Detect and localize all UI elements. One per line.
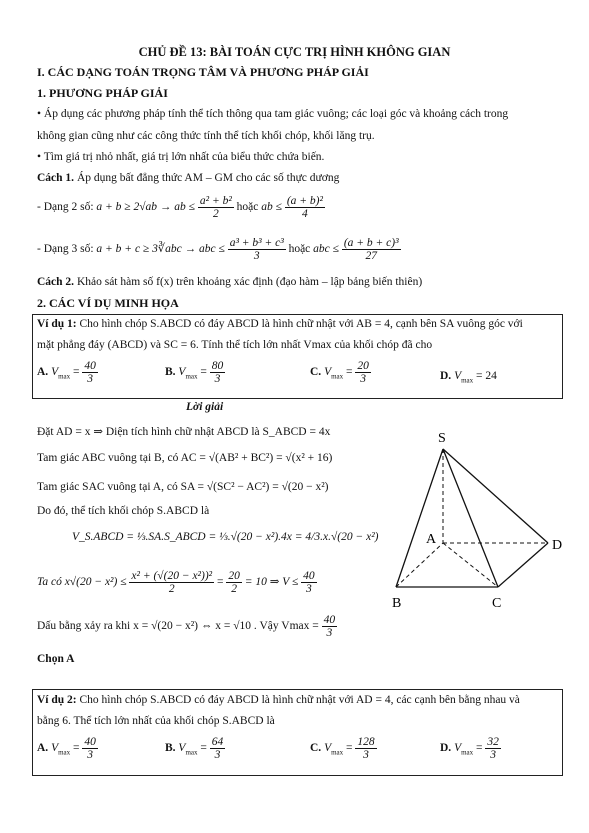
- subsection-heading: 1. PHƯƠNG PHÁP GIẢI: [37, 86, 168, 100]
- answer-a: A. $V_{max}$ = $\frac{40}{3}$: [37, 736, 96, 762]
- answer-d: D. $V_{max} = 24$: [440, 370, 497, 385]
- example-1-text: Ví dụ 1: Cho hình chóp S.ABCD có đáy ABCD là hình chữ nhật với AB = 4, cạnh bên SA vuông góc với: [37, 318, 523, 330]
- answer-b: B. $V_{max}$ = $\frac{64}{3}$: [165, 736, 224, 762]
- solution-formula: V_S.ABCD = ⅓.SA.S_ABCD = ⅓.√(20 − x²).4x = 4/3.x.√(20 − x²): [72, 531, 379, 543]
- label-c: C: [492, 596, 502, 611]
- am-gm-2: - Dạng 2 số: a + b ≥ 2√ab → ab ≤ $\frac{\text{a² + b²}}{2}$ hoặc ab ≤ $\frac{\text{(a + b)²}}{4}$: [37, 195, 323, 221]
- label-d: D: [552, 538, 563, 553]
- bullet-text: • Tìm giá trị nhỏ nhất, giá trị lớn nhất của biểu thức chứa biến.: [37, 151, 325, 163]
- example-2-text: Ví dụ 2: Cho hình chóp S.ABCD có đáy ABCD là hình chữ nhật với AD = 4, các cạnh bên bằng nhau và: [37, 694, 520, 706]
- method-2: Cách 2. Khảo sát hàm số f(x) trên khoảng xác định (đạo hàm – lập bảng biến thiên): [37, 276, 423, 288]
- label-b: B: [392, 596, 402, 611]
- solution-line: Tam giác ABC vuông tại B, có AC = √(AB² + BC²) = √(x² + 16): [37, 452, 333, 464]
- bullet-text-cont: không gian cũng như các công thức tính thể tích khối chóp, khối lăng trụ.: [37, 130, 375, 142]
- answer-a: A. $V_{max}$ = $\frac{40}{3}$: [37, 360, 96, 386]
- solution-heading: Lời giải: [186, 401, 224, 413]
- solution-line: Tam giác SAC vuông tại A, có SA = √(SC² − AC²) = √(20 − x²): [37, 481, 329, 493]
- pyramid-figure: [388, 425, 578, 615]
- answer-choice: Chọn A: [37, 653, 75, 665]
- method-1: Cách 1. Áp dụng bất đẳng thức AM – GM cho các số thực dương: [37, 172, 340, 184]
- am-gm-3: - Dạng 3 số: a + b + c ≥ 3∛abc → abc ≤ $\frac{\text{a³ + b³ + c³}}{3}$ hoặc abc ≤ $\frac{\text{(a + b + c)³}}{27}$: [37, 237, 399, 263]
- solution-conclusion: Dấu bằng xảy ra khi x = √(20 − x²) ⇔ x = √10 . Vậy Vmax = $\frac{40}{3}$: [37, 614, 336, 640]
- label-s: S: [438, 431, 446, 446]
- example-1-text-cont: mặt phẳng đáy (ABCD) và SC = 6. Tính thể tích lớn nhất Vmax của khối chóp đã cho: [37, 339, 433, 351]
- answer-c: C. $V_{max}$ = $\frac{20}{3}$: [310, 360, 369, 386]
- solution-line: Đặt AD = x ⇒ Diện tích hình chữ nhật ABCD là S_ABCD = 4x: [37, 426, 331, 438]
- section-heading: I. CÁC DẠNG TOÁN TRỌNG TÂM VÀ PHƯƠNG PHÁP GIẢI: [37, 65, 369, 79]
- page-title: CHỦ ĐỀ 13: BÀI TOÁN CỰC TRỊ HÌNH KHÔNG GIAN: [138, 45, 451, 59]
- solution-inequality: Ta có x√(20 − x²) ≤ $\frac{\text{x² + (√(20 − x²))²}}{2}$ = $\frac{20}{2}$ = 10 ⇒ V ≤ $\frac{40}{3}$: [37, 570, 315, 596]
- subsection-heading: 2. CÁC VÍ DỤ MINH HỌA: [37, 296, 179, 310]
- answer-c: C. $V_{max}$ = $\frac{128}{3}$: [310, 736, 375, 762]
- bullet-text: • Áp dụng các phương pháp tính thể tích thông qua tam giác vuông; các loại góc và khoảng cách trong: [37, 108, 509, 120]
- answer-d: D. $V_{max}$ = $\frac{32}{3}$: [440, 736, 499, 762]
- example-2-text-cont: bằng 6. Thể tích lớn nhất của khối chóp S.ABCD là: [37, 715, 275, 727]
- label-a: A: [426, 532, 437, 547]
- solution-line: Do đó, thể tích khối chóp S.ABCD là: [37, 505, 210, 517]
- answer-b: B. $V_{max}$ = $\frac{80}{3}$: [165, 360, 224, 386]
